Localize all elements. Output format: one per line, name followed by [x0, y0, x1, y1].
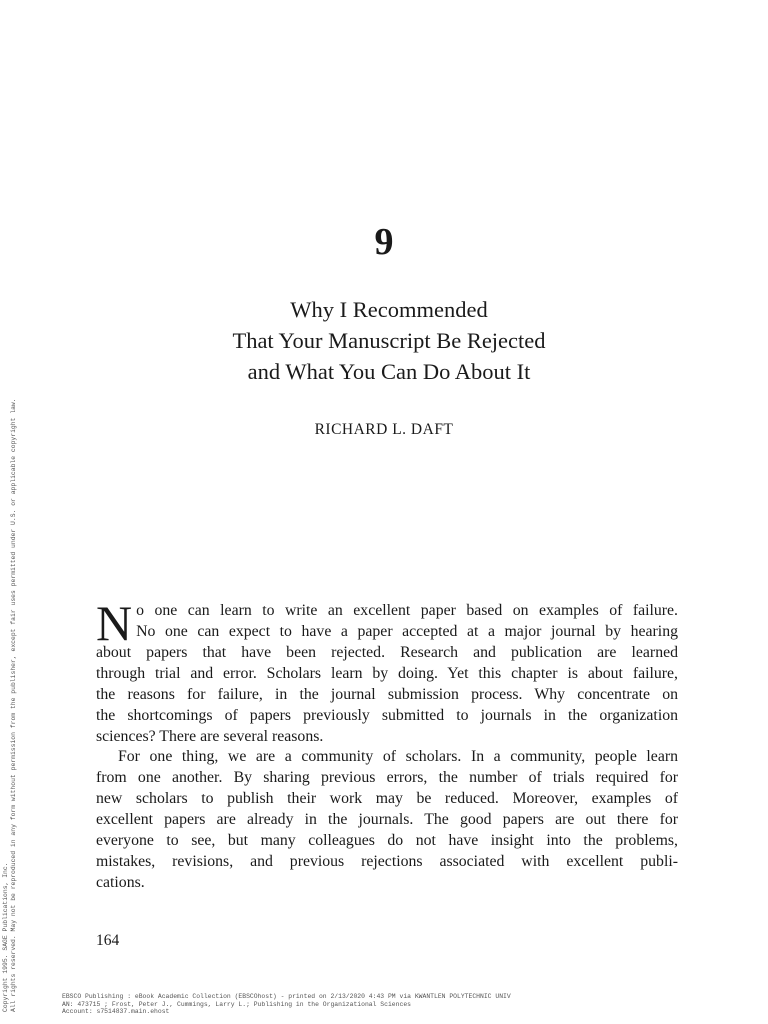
footer-line: Account: s7514837.main.ehost	[62, 1008, 170, 1016]
text-line: everyone to see, but many colleagues do not have insight into the problems,	[96, 832, 678, 850]
copyright-line: All rights reserved. May not be reproduced in any form without permission from the publisher, except fair uses permitted under U.S. or applicable copyright law.	[10, 398, 17, 1012]
text-line: cations.	[96, 873, 145, 891]
copyright-notice	[2, 398, 18, 1012]
text-line: new scholars to publish their work may be reduced. Moreover, examples of	[96, 790, 678, 808]
text-line: No one can expect to have a paper accepted at a major journal by hearing	[136, 622, 678, 640]
page-number: 164	[96, 932, 120, 949]
chapter-title-line: and What You Can Do About It	[247, 359, 531, 384]
text-line: sciences? There are several reasons.	[96, 727, 324, 745]
text-line: the shortcomings of papers previously submitted to journals in the organization	[96, 706, 678, 724]
body-text	[96, 601, 678, 894]
chapter-title-line: Why I Recommended	[290, 297, 488, 322]
text-line: through trial and error. Scholars learn by doing. Yet this chapter is about failure,	[96, 664, 678, 682]
opening-paragraph-start	[96, 601, 678, 643]
text-line: the reasons for failure, in the journal submission process. Why concentrate on	[96, 685, 678, 703]
text-line: For one thing, we are a community of scholars. In a community, people learn	[118, 748, 678, 766]
chapter-title	[0, 294, 768, 387]
footer-line: EBSCO Publishing : eBook Academic Collection (EBSCOhost) - printed on 2/13/2020 4:43 PM via KWANTLEN POLYTECHNIC UNIV	[62, 993, 511, 1000]
ebsco-footer	[62, 993, 511, 1016]
text-line: mistakes, revisions, and previous rejections associated with excellent publi-	[96, 852, 678, 870]
text-line: from one another. By sharing previous errors, the number of trials required for	[96, 769, 678, 787]
copyright-line: Copyright 1995. SAGE Publications, Inc.	[2, 862, 9, 1012]
text-line: about papers that have been rejected. Research and publication are learned	[96, 644, 678, 661]
text-line: o one can learn to write an excellent paper based on examples of failure.	[136, 602, 678, 619]
text-line: excellent papers are already in the journals. The good papers are out there for	[96, 811, 678, 829]
author-name: RICHARD L. DAFT	[314, 421, 454, 438]
drop-cap: N	[96, 601, 133, 643]
chapter-title-line: That Your Manuscript Be Rejected	[232, 328, 546, 353]
footer-line: AN: 473715 ; Frost, Peter J., Cummings, Larry L.; Publishing in the Organizational Sciences	[62, 1000, 411, 1008]
chapter-number: 9	[374, 221, 394, 263]
